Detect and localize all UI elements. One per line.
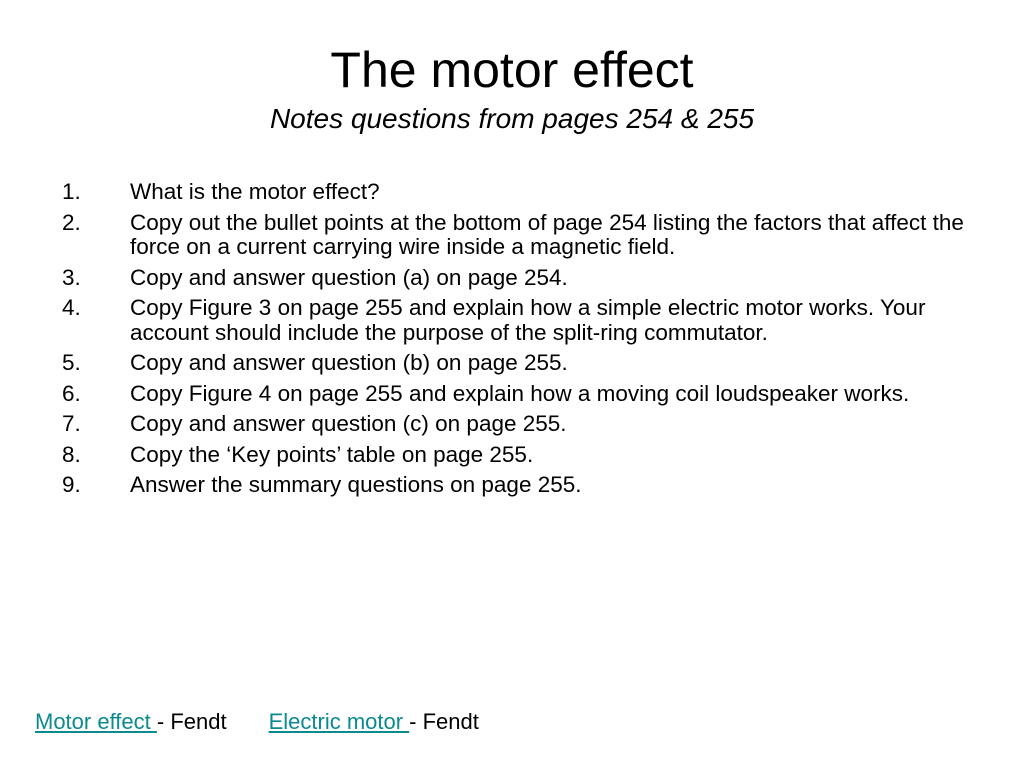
- questions-list: [62, 180, 982, 504]
- question-text: Copy Figure 4 on page 255 and explain how a moving coil loudspeaker works.: [130, 380, 910, 406]
- footer-links: [35, 708, 479, 736]
- list-item: [62, 351, 982, 376]
- list-item: [62, 296, 982, 345]
- question-number: 3.: [62, 264, 81, 290]
- question-text: Copy and answer question (c) on page 255.: [130, 411, 567, 436]
- question-text: Copy Figure 3 on page 255 and explain how a simple electric motor works. Your account should include the purpose of the split-ring commutator.: [130, 295, 926, 345]
- motor-effect-link[interactable]: Motor effect: [35, 709, 157, 734]
- slide-title: The motor effect: [330, 42, 694, 98]
- question-number: 8.: [62, 441, 81, 467]
- question-number: 4.: [62, 295, 81, 320]
- question-text: Copy and answer question (a) on page 254.: [130, 264, 568, 290]
- list-item: [62, 382, 982, 407]
- electric-motor-source: - Fendt: [409, 709, 479, 734]
- question-number: 9.: [62, 472, 81, 497]
- question-text: Answer the summary questions on page 255.: [130, 472, 582, 497]
- motor-effect-source: - Fendt: [156, 709, 227, 734]
- question-text: What is the motor effect?: [130, 179, 380, 204]
- question-number: 5.: [62, 350, 81, 375]
- question-text: Copy and answer question (b) on page 255.: [130, 350, 568, 375]
- question-text: Copy the ‘Key points’ table on page 255.: [130, 441, 534, 467]
- list-item: [62, 412, 982, 437]
- list-item: [62, 266, 982, 291]
- list-item: [62, 473, 982, 498]
- slide-subtitle: Notes questions from pages 254 & 255: [269, 103, 755, 134]
- electric-motor-link[interactable]: Electric motor: [268, 709, 410, 734]
- list-item: [62, 211, 982, 260]
- question-number: 7.: [62, 411, 81, 436]
- question-text: Copy out the bullet points at the bottom of page 254 listing the factors that affect the force on a current carrying wire inside a magnetic field.: [130, 209, 964, 259]
- list-item: [62, 180, 982, 205]
- question-number: 2.: [62, 209, 81, 235]
- title-block: [0, 40, 1024, 136]
- question-number: 6.: [62, 380, 81, 406]
- question-number: 1.: [62, 179, 81, 204]
- list-item: [62, 443, 982, 468]
